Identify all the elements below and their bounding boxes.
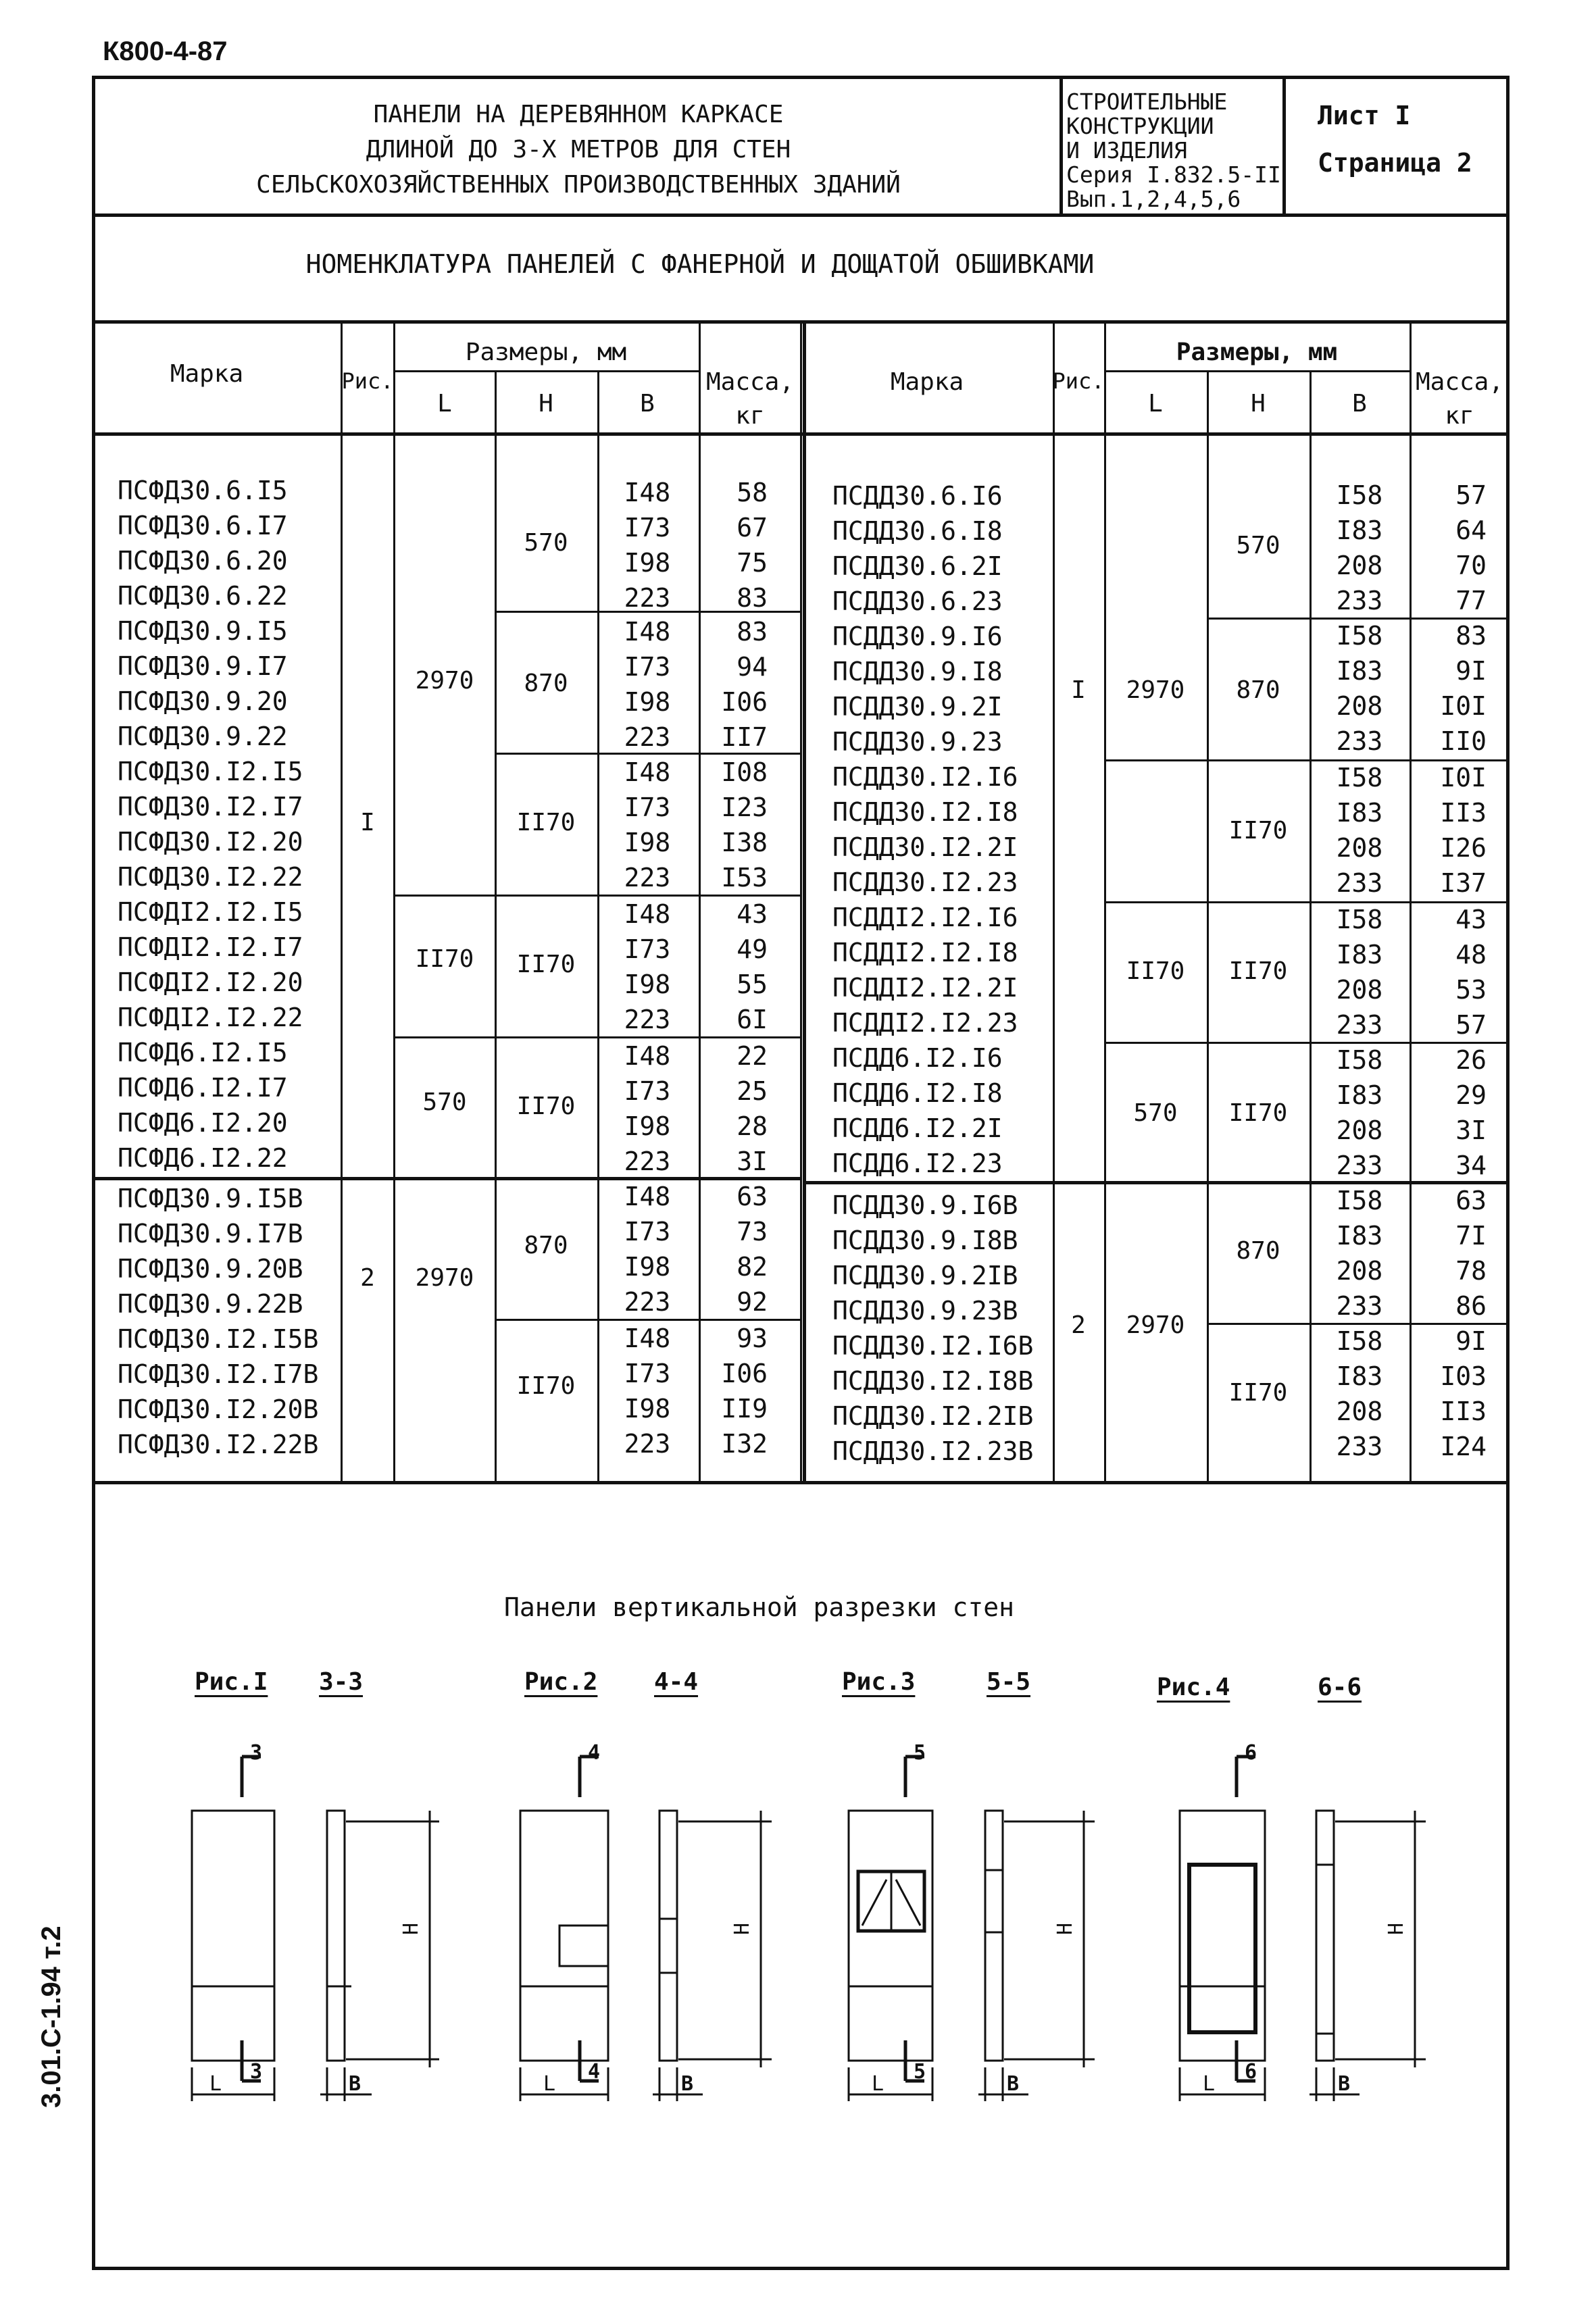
series-line-4: Серия I.832.5-II: [1066, 161, 1281, 188]
mass-value: 83: [1455, 621, 1487, 651]
panel-mark: ПСДДI2.I2.I8: [832, 938, 1018, 967]
figure-3-label: Рис.3: [842, 1668, 916, 1696]
panel-mark: ПСФД30.6.I5: [118, 476, 288, 505]
panel-mark: ПСДД30.I2.2IВ: [832, 1401, 1034, 1431]
figure-1-section: 3-3: [319, 1668, 364, 1696]
right-H-4: II70: [1228, 957, 1288, 985]
mass-value: 25: [737, 1076, 768, 1106]
header-H-left: H: [539, 390, 553, 418]
mass-value: 77: [1455, 586, 1487, 615]
panel-mark: ПСФД30.9.22В: [118, 1289, 303, 1319]
panel-mark: ПСДД30.I2.2I: [832, 832, 1018, 862]
mass-value: I06: [721, 1359, 768, 1388]
panel-mark: ПСФД30.9.I7В: [118, 1219, 303, 1249]
panel-mark: ПСДД30.9.2I: [832, 692, 1003, 722]
section-title: НОМЕНКЛАТУРА ПАНЕЛЕЙ С ФАНЕРНОЙ И ДОЩАТОЙ ОБШИВКАМИ: [305, 249, 1095, 279]
fig3-section-mark-bottom: 5: [914, 2060, 926, 2084]
panel-mark: ПСДД30.9.I8: [832, 657, 1003, 686]
header-fig-left: Рис.: [341, 368, 394, 394]
panel-mark: ПСФД30.9.20: [118, 686, 288, 716]
mass-value: I26: [1440, 833, 1487, 863]
thickness-value: I58: [1336, 905, 1383, 934]
panel-mark: ПСФД30.I2.20: [118, 827, 303, 857]
series-line-1: СТРОИТЕЛЬНЫЕ: [1066, 89, 1228, 115]
mass-value: 43: [737, 899, 768, 929]
header-mark-right: Марка: [890, 368, 964, 396]
panel-mark: ПСДД30.I2.I6: [832, 762, 1018, 792]
thickness-value: I98: [624, 1394, 671, 1424]
panel-mark: ПСДД30.I2.23: [832, 867, 1018, 897]
thickness-value: I48: [624, 899, 671, 929]
thickness-value: 223: [624, 583, 671, 613]
panel-mark: ПСФД30.9.I5В: [118, 1184, 303, 1213]
header-mass-left: Масса,: [705, 368, 795, 396]
series-line-5: Вып.1,2,4,5,6: [1066, 186, 1241, 212]
panel-mark: ПСДД30.9.I8В: [832, 1226, 1018, 1255]
figures-title: Панели вертикальной разрезки стен: [504, 1592, 1014, 1622]
panel-mark: ПСФД30.I2.22В: [118, 1430, 319, 1459]
panel-mark: ПСДД30.6.I6: [832, 481, 1003, 511]
mass-value: I06: [721, 687, 768, 717]
thickness-value: I73: [624, 1217, 671, 1247]
thickness-value: I48: [624, 478, 671, 507]
thickness-value: 233: [1336, 1010, 1383, 1040]
panel-mark: ПСДД30.6.I8: [832, 516, 1003, 546]
mass-value: 73: [737, 1217, 768, 1247]
panel-mark: ПСДДI2.I2.I6: [832, 903, 1018, 932]
panel-mark: ПСДДI2.I2.23: [832, 1008, 1018, 1038]
mass-value: 67: [737, 513, 768, 543]
fig4-dim-B: В: [1338, 2072, 1351, 2096]
header-B-right: В: [1352, 390, 1367, 418]
left-L-570: 570: [422, 1088, 467, 1116]
left-L-2970b: 2970: [415, 1264, 474, 1292]
fig1-section-mark-bottom: 3: [250, 2060, 263, 2084]
fig1-dim-H: H: [399, 1922, 424, 1936]
right-H-7: II70: [1228, 1379, 1288, 1407]
panel-mark: ПСФД30.I2.I5В: [118, 1324, 319, 1354]
thickness-value: I83: [1336, 656, 1383, 686]
panel-mark: ПСДД30.I2.23В: [832, 1436, 1034, 1466]
panel-mark: ПСФД30.6.I7: [118, 511, 288, 540]
header-sizes-left: Размеры, мм: [465, 338, 627, 366]
thickness-value: I98: [624, 970, 671, 999]
mass-value: 64: [1455, 515, 1487, 545]
left-marks: [118, 473, 303, 1176]
right-H-1: 570: [1236, 532, 1280, 559]
figure-2-label: Рис.2: [524, 1668, 598, 1696]
panel-mark: ПСФД30.9.I5: [118, 616, 288, 646]
thickness-value: 233: [1336, 1151, 1383, 1180]
mass-value: 6I: [737, 1005, 768, 1034]
mass-value: 22: [737, 1041, 768, 1071]
panel-mark: ПСДД30.I2.I8В: [832, 1366, 1034, 1396]
panel-mark: ПСДД30.9.2IВ: [832, 1261, 1018, 1290]
right-marks-b: [832, 1188, 1033, 1469]
thickness-value: I73: [624, 652, 671, 682]
mass-value: 78: [1455, 1256, 1487, 1286]
panel-mark: ПСФД30.I2.20В: [118, 1394, 319, 1424]
panel-mark: ПСДД30.I2.I6В: [832, 1331, 1034, 1361]
thickness-value: I73: [624, 1359, 671, 1388]
figure-3-section: 5-5: [987, 1668, 1031, 1696]
thickness-value: I48: [624, 1182, 671, 1211]
header-fig-right: Рис.: [1052, 368, 1105, 394]
mass-value: I24: [1440, 1432, 1487, 1461]
mass-value: 7I: [1455, 1221, 1487, 1251]
mass-value: 9I: [1455, 656, 1487, 686]
panel-mark: ПСДД30.9.I6: [832, 622, 1003, 651]
thickness-value: I58: [1336, 480, 1383, 510]
mass-value: I0I: [1440, 763, 1487, 793]
mass-value: I37: [1440, 868, 1487, 898]
header-L-left: L: [437, 390, 452, 418]
header-mass-right: Масса,: [1415, 368, 1504, 396]
panel-mark: ПСДД30.9.23В: [832, 1296, 1018, 1326]
thickness-value: 223: [624, 1005, 671, 1034]
left-H-6: 870: [524, 1232, 568, 1259]
thickness-value: 223: [624, 722, 671, 752]
figure-4-section: 6-6: [1318, 1674, 1362, 1701]
panel-mark: ПСФД30.9.22: [118, 722, 288, 751]
mass-value: 26: [1455, 1045, 1487, 1075]
panel-mark: ПСФД6.I2.I5: [118, 1038, 288, 1067]
header-sizes-right: Размеры, мм: [1176, 338, 1338, 366]
mass-value: 9I: [1455, 1326, 1487, 1356]
mass-value: II7: [721, 722, 768, 752]
thickness-value: 223: [624, 1287, 671, 1317]
fig1-section-mark-top: 3: [250, 1741, 263, 1765]
thickness-value: 223: [624, 1429, 671, 1459]
panel-mark: ПСФД30.I2.22: [118, 862, 303, 892]
thickness-value: 208: [1336, 691, 1383, 721]
fig4-section-mark-bottom: 6: [1245, 2060, 1257, 2084]
right-L-570: 570: [1133, 1099, 1178, 1127]
fig4-section-mark-top: 6: [1245, 1741, 1257, 1765]
panel-mark: ПСФД30.9.20В: [118, 1254, 303, 1284]
thickness-value: 223: [624, 1147, 671, 1176]
thickness-value: I98: [624, 687, 671, 717]
mass-value: 93: [737, 1324, 768, 1353]
thickness-value: I83: [1336, 798, 1383, 828]
thickness-value: I58: [1336, 1186, 1383, 1215]
thickness-value: I83: [1336, 1361, 1383, 1391]
panel-mark: ПСФДI2.I2.I7: [118, 932, 303, 962]
left-fig-1: I: [360, 809, 375, 836]
mass-value: 83: [737, 583, 768, 613]
panel-mark: ПСФДI2.I2.I5: [118, 897, 303, 927]
right-H-3: II70: [1228, 817, 1288, 845]
thickness-value: 208: [1336, 1256, 1383, 1286]
side-stamp: 3.01.С-1.94 т.2: [36, 1926, 66, 2108]
right-marks: [832, 478, 1018, 1181]
left-H-5: II70: [516, 1092, 576, 1120]
mass-value: 48: [1455, 940, 1487, 970]
fig1-dim-L: L: [209, 2072, 222, 2096]
header-L-right: L: [1148, 390, 1163, 418]
mass-value: II3: [1440, 1397, 1487, 1426]
figure-4-label: Рис.4: [1157, 1674, 1230, 1701]
fig4-dim-H: H: [1385, 1922, 1409, 1936]
mass-value: 57: [1455, 480, 1487, 510]
mass-value: I53: [721, 863, 768, 892]
thickness-value: 233: [1336, 868, 1383, 898]
panel-mark: ПСДД6.I2.I6: [832, 1043, 1003, 1073]
mass-value: 75: [737, 548, 768, 578]
thickness-value: 223: [624, 863, 671, 892]
thickness-value: 233: [1336, 1432, 1383, 1461]
fig3-dim-B: В: [1007, 2072, 1020, 2096]
header-B-left: В: [640, 390, 655, 418]
panel-mark: ПСФД30.9.I7: [118, 651, 288, 681]
thickness-value: I73: [624, 934, 671, 964]
title-line-2: ДЛИНОЙ ДО 3-Х МЕТРОВ ДЛЯ СТЕН: [366, 136, 791, 164]
thickness-value: 233: [1336, 586, 1383, 615]
title-line-3: СЕЛЬСКОХОЗЯЙСТВЕННЫХ ПРОИЗВОДСТВЕННЫХ ЗДАНИЙ: [256, 171, 901, 199]
mass-value: 63: [737, 1182, 768, 1211]
mass-value: 63: [1455, 1186, 1487, 1215]
panel-mark: ПСДД30.I2.I8: [832, 797, 1018, 827]
fig2-dim-B: В: [681, 2072, 694, 2096]
mass-value: 3I: [1455, 1115, 1487, 1145]
mass-value: I08: [721, 757, 768, 787]
thickness-value: 233: [1336, 726, 1383, 756]
mass-value: II0: [1440, 726, 1487, 756]
mass-value: 94: [737, 652, 768, 682]
document-code: К800-4-87: [103, 36, 228, 66]
thickness-value: I73: [624, 1076, 671, 1106]
figure-2-section: 4-4: [654, 1668, 699, 1696]
fig4-dim-L: L: [1203, 2072, 1216, 2096]
fig2-section-mark-top: 4: [588, 1741, 601, 1765]
figures-drawings: [0, 1703, 1596, 2108]
thickness-value: 208: [1336, 1115, 1383, 1145]
right-fig-2: 2: [1071, 1311, 1086, 1339]
mass-value: I0I: [1440, 691, 1487, 721]
thickness-value: 208: [1336, 551, 1383, 580]
mass-value: 57: [1455, 1010, 1487, 1040]
panel-mark: ПСФДI2.I2.20: [118, 967, 303, 997]
right-H-6: 870: [1236, 1237, 1280, 1265]
left-H-2: 870: [524, 670, 568, 697]
panel-mark: ПСФД6.I2.22: [118, 1143, 288, 1173]
mass-value: II3: [1440, 798, 1487, 828]
thickness-value: I73: [624, 793, 671, 822]
panel-mark: ПСФД30.6.22: [118, 581, 288, 611]
left-fig-2: 2: [360, 1264, 375, 1292]
mass-value: 83: [737, 617, 768, 647]
mass-value: 82: [737, 1252, 768, 1282]
thickness-value: I48: [624, 617, 671, 647]
fig2-dim-L: L: [543, 2072, 556, 2096]
thickness-value: I58: [1336, 1326, 1383, 1356]
sheet-number: Лист I: [1318, 101, 1411, 130]
fig1-dim-B: В: [349, 2072, 361, 2096]
panel-mark: ПСФД30.I2.I7: [118, 792, 303, 822]
mass-value: 34: [1455, 1151, 1487, 1180]
right-L-2970: 2970: [1126, 676, 1185, 704]
mass-value: 86: [1455, 1291, 1487, 1321]
left-H-4: II70: [516, 951, 576, 978]
thickness-value: I98: [624, 1111, 671, 1141]
mass-value: 92: [737, 1287, 768, 1317]
left-H-3: II70: [516, 809, 576, 836]
thickness-value: 208: [1336, 833, 1383, 863]
right-fig-1: I: [1071, 676, 1086, 704]
thickness-value: I98: [624, 1252, 671, 1282]
thickness-value: I48: [624, 1324, 671, 1353]
thickness-value: I73: [624, 513, 671, 543]
fig3-dim-H: H: [1053, 1922, 1078, 1936]
mass-value: I32: [721, 1429, 768, 1459]
thickness-value: I98: [624, 828, 671, 857]
right-H-5: II70: [1228, 1099, 1288, 1127]
panel-mark: ПСФД30.I2.I5: [118, 757, 303, 786]
mass-value: 3I: [737, 1147, 768, 1176]
header-mark-left: Марка: [170, 360, 244, 388]
mass-value: 29: [1455, 1080, 1487, 1110]
right-H-2: 870: [1236, 676, 1280, 704]
mass-value: 53: [1455, 975, 1487, 1005]
thickness-value: I58: [1336, 763, 1383, 793]
mass-value: II9: [721, 1394, 768, 1424]
panel-mark: ПСДД6.I2.23: [832, 1149, 1003, 1178]
header-mass-unit-right: кг: [1445, 402, 1474, 430]
series-line-2: КОНСТРУКЦИИ: [1066, 113, 1214, 139]
thickness-value: I83: [1336, 1080, 1383, 1110]
left-marks-b: [118, 1181, 318, 1462]
mass-value: I38: [721, 828, 768, 857]
mass-value: 70: [1455, 551, 1487, 580]
mass-value: 58: [737, 478, 768, 507]
mass-value: 43: [1455, 905, 1487, 934]
right-L-1170: II70: [1126, 957, 1185, 985]
mass-value: 49: [737, 934, 768, 964]
panel-mark: ПСФДI2.I2.22: [118, 1003, 303, 1032]
series-line-3: И ИЗДЕЛИЯ: [1066, 137, 1187, 164]
left-H-7: II70: [516, 1372, 576, 1400]
header-mass-unit-left: кг: [735, 402, 765, 430]
thickness-value: I58: [1336, 1045, 1383, 1075]
panel-mark: ПСФД6.I2.20: [118, 1108, 288, 1138]
panel-mark: ПСДД30.9.23: [832, 727, 1003, 757]
thickness-value: I83: [1336, 1221, 1383, 1251]
thickness-value: 233: [1336, 1291, 1383, 1321]
fig3-dim-L: L: [872, 2072, 884, 2096]
thickness-value: I58: [1336, 621, 1383, 651]
thickness-value: I83: [1336, 515, 1383, 545]
thickness-value: 208: [1336, 975, 1383, 1005]
page-number: Страница 2: [1318, 148, 1472, 178]
panel-mark: ПСДД6.I2.2I: [832, 1113, 1003, 1143]
mass-value: I23: [721, 793, 768, 822]
panel-mark: ПСДД6.I2.I8: [832, 1078, 1003, 1108]
panel-mark: ПСДД30.6.2I: [832, 551, 1003, 581]
mass-value: 55: [737, 970, 768, 999]
thickness-value: I48: [624, 1041, 671, 1071]
thickness-value: 208: [1336, 1397, 1383, 1426]
title-line-1: ПАНЕЛИ НА ДЕРЕВЯННОМ КАРКАСЕ: [373, 101, 784, 128]
panel-mark: ПСФД30.I2.I7В: [118, 1359, 319, 1389]
mass-value: I03: [1440, 1361, 1487, 1391]
thickness-value: I48: [624, 757, 671, 787]
fig3-section-mark-top: 5: [914, 1741, 926, 1765]
panel-mark: ПСДДI2.I2.2I: [832, 973, 1018, 1003]
panel-mark: ПСФД6.I2.I7: [118, 1073, 288, 1103]
thickness-value: I98: [624, 548, 671, 578]
panel-mark: ПСДД30.6.23: [832, 586, 1003, 616]
left-H-1: 570: [524, 529, 568, 557]
fig2-section-mark-bottom: 4: [588, 2060, 601, 2084]
right-L-2970b: 2970: [1126, 1311, 1185, 1339]
panel-mark: ПСФД30.6.20: [118, 546, 288, 576]
thickness-value: I83: [1336, 940, 1383, 970]
fig2-dim-H: H: [730, 1922, 755, 1936]
header-H-right: H: [1251, 390, 1266, 418]
left-L-1170: II70: [415, 945, 474, 973]
left-L-2970: 2970: [415, 667, 474, 695]
mass-value: 28: [737, 1111, 768, 1141]
figure-1-label: Рис.I: [195, 1668, 268, 1696]
panel-mark: ПСДД30.9.I6В: [832, 1190, 1018, 1220]
